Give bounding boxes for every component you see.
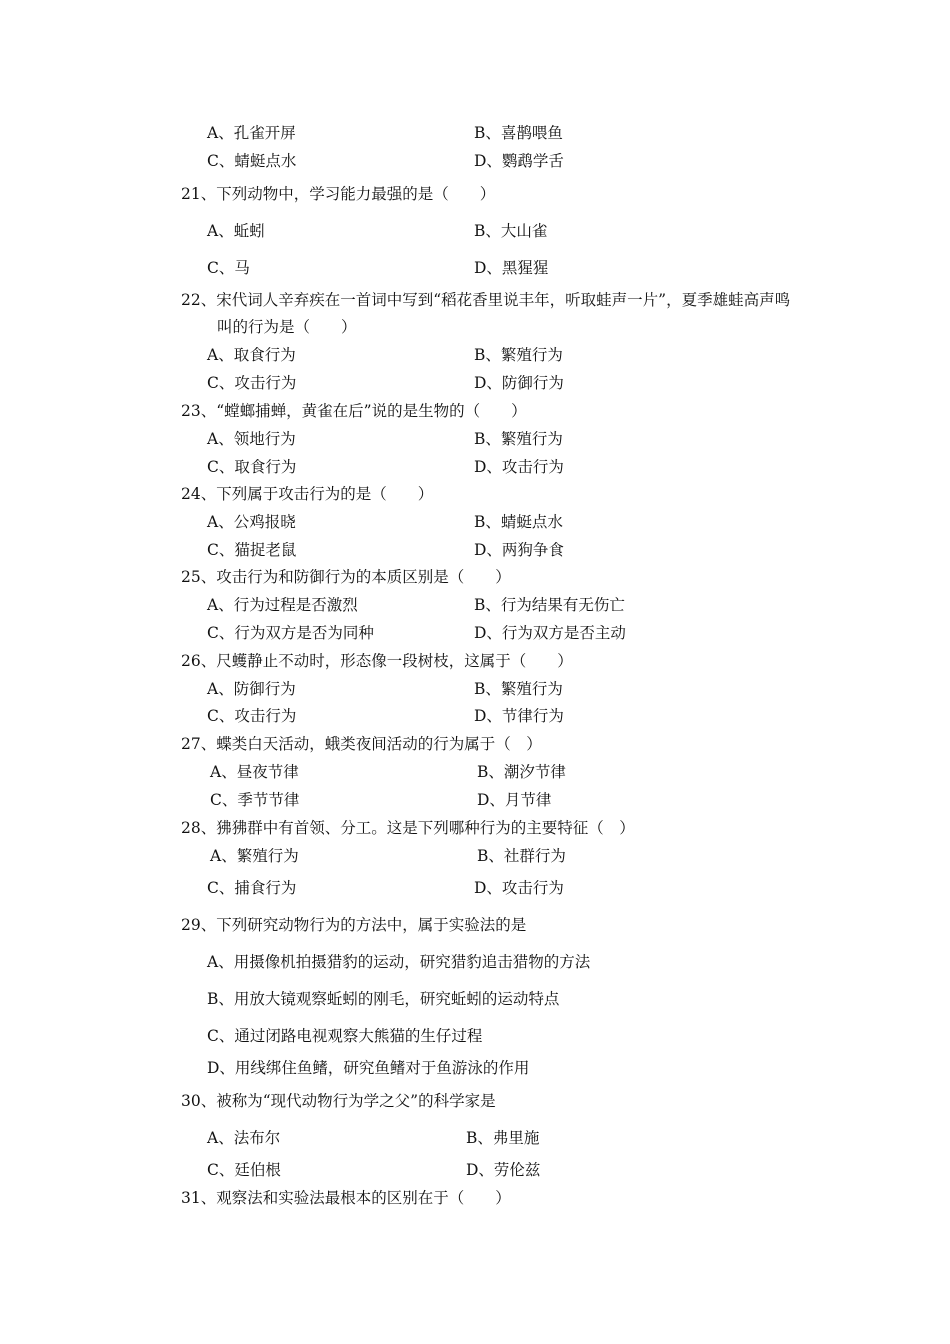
q29-option-d: D、用线绑住鱼鳍，研究鱼鳍对于鱼游泳的作用 bbox=[207, 1059, 530, 1077]
q22-option-c: C、攻击行为 bbox=[207, 374, 297, 392]
q30-option-c: C、廷伯根 bbox=[207, 1161, 281, 1179]
q30-option-b: B、弗里施 bbox=[466, 1129, 540, 1147]
q27-option-d: D、月节律 bbox=[477, 791, 552, 809]
q21-option-c: C、马 bbox=[207, 259, 250, 277]
q26-option-b: B、繁殖行为 bbox=[474, 680, 563, 698]
q21-option-d: D、黑猩猩 bbox=[474, 259, 549, 277]
q29-option-a: A、用摄像机拍摄猎豹的运动，研究猎豹追击猎物的方法 bbox=[207, 953, 591, 971]
q21-option-a: A、蚯蚓 bbox=[207, 222, 265, 240]
q20-option-b: B、喜鹊喂鱼 bbox=[474, 124, 563, 142]
q27-stem: 27、蝶类白天活动，蛾类夜间活动的行为属于（ ） bbox=[181, 735, 542, 753]
q24-option-a: A、公鸡报晓 bbox=[207, 513, 296, 531]
q29-stem: 29、下列研究动物行为的方法中，属于实验法的是 bbox=[181, 916, 527, 934]
q25-option-d: D、行为双方是否主动 bbox=[474, 624, 626, 642]
q27-option-a: A、昼夜节律 bbox=[210, 763, 299, 781]
q30-option-a: A、法布尔 bbox=[207, 1129, 281, 1147]
q21-stem: 21、下列动物中，学习能力最强的是（ ） bbox=[181, 185, 496, 203]
q23-option-d: D、攻击行为 bbox=[474, 458, 564, 476]
q24-option-b: B、蜻蜓点水 bbox=[474, 513, 563, 531]
q22-option-a: A、取食行为 bbox=[207, 346, 296, 364]
q26-option-c: C、攻击行为 bbox=[207, 707, 297, 725]
q30-stem: 30、被称为“现代动物行为学之父”的科学家是 bbox=[181, 1092, 496, 1110]
q28-stem: 28、狒狒群中有首领、分工。这是下列哪种行为的主要特征（ ） bbox=[181, 819, 635, 837]
q24-option-d: D、两狗争食 bbox=[474, 541, 564, 559]
q30-option-d: D、劳伦兹 bbox=[466, 1161, 541, 1179]
q28-option-b: B、社群行为 bbox=[477, 847, 566, 865]
q25-option-a: A、行为过程是否激烈 bbox=[207, 596, 358, 614]
q26-option-d: D、节律行为 bbox=[474, 707, 564, 725]
q20-option-d: D、鹦鹉学舌 bbox=[474, 152, 564, 170]
q23-option-a: A、领地行为 bbox=[207, 430, 296, 448]
q27-option-c: C、季节节律 bbox=[210, 791, 300, 809]
q25-stem: 25、攻击行为和防御行为的本质区别是（ ） bbox=[181, 568, 511, 586]
q22-stem: 22、宋代词人辛弃疾在一首词中写到“稻花香里说丰年，听取蛙声一片”，夏季雄蛙高声鸣 bbox=[181, 291, 791, 309]
q29-option-b: B、用放大镜观察蚯蚓的刚毛，研究蚯蚓的运动特点 bbox=[207, 990, 560, 1008]
q22-option-b: B、繁殖行为 bbox=[474, 346, 563, 364]
q20-option-a: A、孔雀开屏 bbox=[207, 124, 296, 142]
q31-stem: 31、观察法和实验法最根本的区别在于（ ） bbox=[181, 1189, 511, 1207]
q24-stem: 24、下列属于攻击行为的是（ ） bbox=[181, 485, 434, 503]
q22-option-d: D、防御行为 bbox=[474, 374, 564, 392]
q27-option-b: B、潮汐节律 bbox=[477, 763, 566, 781]
q28-option-c: C、捕食行为 bbox=[207, 879, 297, 897]
q20-option-c: C、蜻蜓点水 bbox=[207, 152, 297, 170]
q28-option-a: A、繁殖行为 bbox=[210, 847, 299, 865]
q23-option-b: B、繁殖行为 bbox=[474, 430, 563, 448]
q29-option-c: C、通过闭路电视观察大熊猫的生仔过程 bbox=[207, 1027, 483, 1045]
q25-option-b: B、行为结果有无伤亡 bbox=[474, 596, 625, 614]
q25-option-c: C、行为双方是否为同种 bbox=[207, 624, 374, 642]
q23-option-c: C、取食行为 bbox=[207, 458, 297, 476]
q22-stem-continued: 叫的行为是（ ） bbox=[217, 318, 357, 336]
q28-option-d: D、攻击行为 bbox=[474, 879, 564, 897]
q24-option-c: C、猫捉老鼠 bbox=[207, 541, 297, 559]
q23-stem: 23、“螳螂捕蝉，黄雀在后”说的是生物的（ ） bbox=[181, 402, 527, 420]
q26-stem: 26、尺蠖静止不动时，形态像一段树枝，这属于（ ） bbox=[181, 652, 573, 670]
q21-option-b: B、大山雀 bbox=[474, 222, 548, 240]
q26-option-a: A、防御行为 bbox=[207, 680, 296, 698]
